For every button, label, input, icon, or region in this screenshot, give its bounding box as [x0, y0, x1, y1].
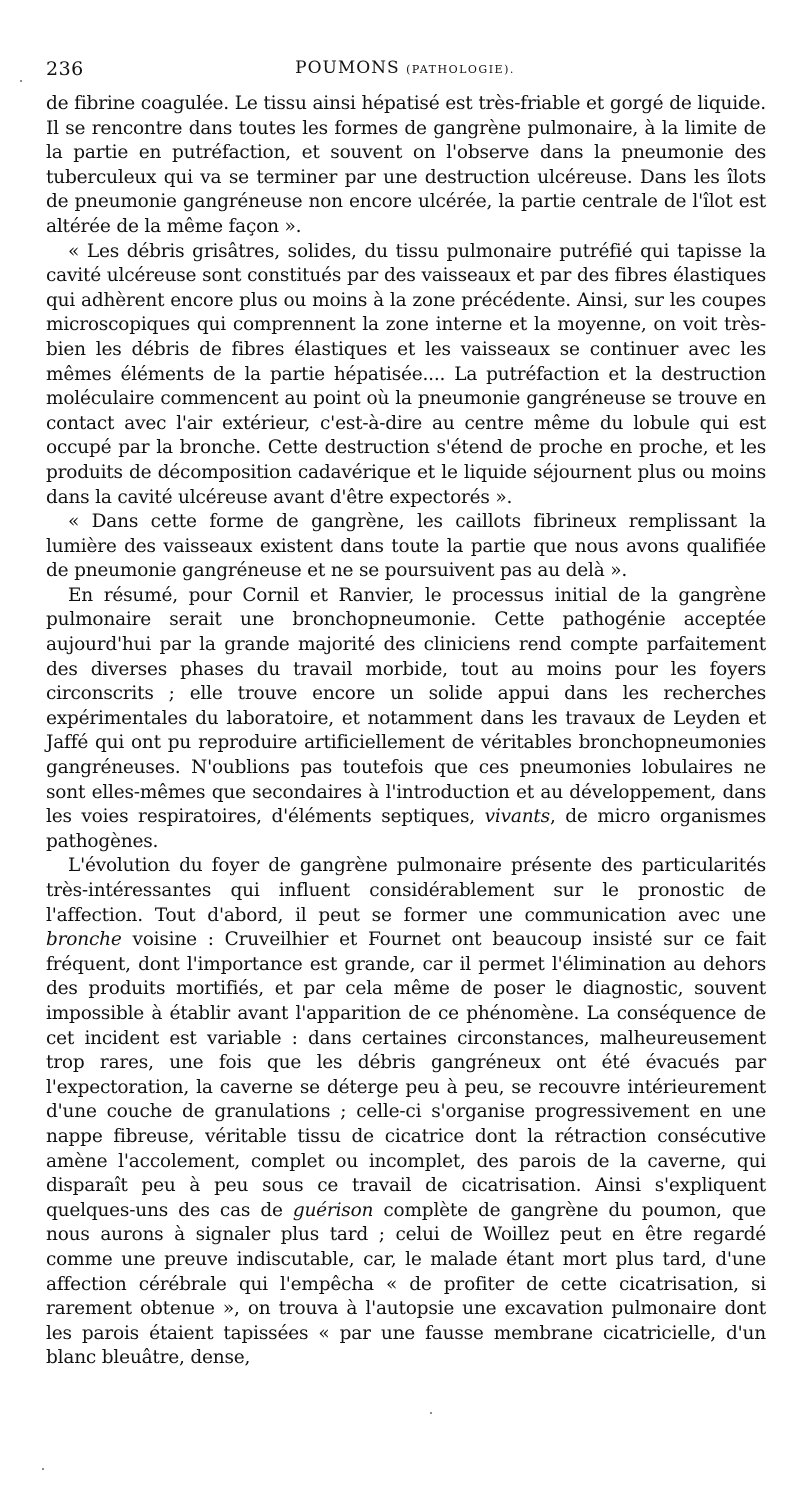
scan-speck [430, 1412, 432, 1414]
text-segment: voisine : Cruveilhier et Fournet ont beaucoup insisté sur ce fait fréquent, dont l'importance est grande, car il permet l'élimination au dehors des produits mortifiés, et par cela même de poser le diagnostic, souvent impossible à établir avant l'apparition de ce phénomène. La conséquence de cet incident est variable : dans certaines circonstances, malheureusement trop rares, une fois que les débris gangréneux ont été évacués par l'expectoration, la caverne se déterge peu à peu, se recouvre intérieurement d'une couche de granulations ; celle-ci s'organise progressivement en une nappe fibreuse, véritable tissu de cicatrice dont la rétraction consécutive amène l'accolement, complet ou incomplet, des parois de la caverne, qui disparaît peu à peu sous ce travail de cicatrisation. Ainsi s'expliquent quelques-uns des cas de [46, 929, 766, 1221]
text-segment: L'évolution du foyer de gangrène pulmonaire présente des particularités très-intéressantes qui influent considérablement sur le pronostic de l'affection. Tout d'abord, il peut se former une communication avec une [46, 855, 766, 926]
italic-term: bronche [46, 929, 122, 951]
italic-term: guérison [292, 1199, 374, 1221]
text-segment: « Les débris grisâtres, solides, du tissu pulmonaire putréfié qui tapisse la cavité ulcéreuse sont constitués par des vaisseaux et par des fibres élastiques qui adhèrent encore plus ou moins à la zone précédente. Ainsi, sur les coupes microscopiques qui comprennent la zone interne et la moyenne, on voit très-bien les débris de fibres élastiques et les vaisseaux se continuer avec les mêmes éléments de la partie hépatisée.... La putréfaction et la destruction moléculaire commencent au point où la pneumonie gangréneuse se trouve en contact avec l'air extérieur, c'est-à-dire au centre même du lobule qui est occupé par la bronche. Cette destruction s'étend de proche en proche, et les produits de décomposition cadavérique et le liquide séjournent plus ou moins dans la cavité ulcéreuse avant d'être expectorés ». [46, 240, 766, 508]
text-segment: « Dans cette forme de gangrène, les caillots fibrineux remplissant la lumière des vaisseaux existent dans toute la partie que nous avons qualifiée de pneumonie gangréneuse et ne se poursuivent pas au delà ». [46, 511, 766, 582]
text-segment: de fibrine coagulée. Le tissu ainsi hépatisé est très-friable et gorgé de liquide. Il se rencontre dans toutes les formes de gangrène pulmonaire, à la limite de la partie en putréfaction, et souvent on l'observe dans la pneumonie des tuberculeux qui va se terminer par une destruction ulcéreuse. Dans les îlots de pneumonie gangréneuse non encore ulcérée, la partie centrale de l'îlot est altérée de la même façon ». [46, 93, 766, 237]
paragraph [46, 92, 766, 240]
body-text [46, 92, 766, 1371]
page-header [46, 58, 764, 84]
paragraph [46, 240, 766, 511]
running-title-main: POUMONS [295, 58, 400, 78]
italic-term: vivants [484, 806, 550, 828]
scan-speck [20, 80, 22, 82]
paragraph [46, 510, 766, 584]
paragraph [46, 584, 766, 855]
running-title [46, 58, 764, 78]
running-title-sub: (PATHOLOGIE). [406, 63, 515, 76]
text-segment: , de micro organismes pathogènes. [46, 806, 766, 852]
text-segment: En résumé, pour Cornil et Ranvier, le processus initial de la gangrène pulmonaire serait une bronchopneumonie. Cette pathogénie acceptée aujourd'hui par la grande majorité des cliniciens rend compte parfaitement des diverses phases du travail morbide, tout au moins pour les foyers circonscrits ; elle trouve encore un solide appui dans les recherches expérimentales du laboratoire, et notamment dans les travaux de Leyden et Jaffé qui ont pu reproduire artificiellement de véritables bronchopneumonies gangréneuses. N'oublions pas toutefois que ces pneumonies lobulaires ne sont elles-mêmes que secondaires à l'introduction et au développement, dans les voies respiratoires, d'éléments septiques, [46, 584, 766, 828]
page-number: 236 [46, 58, 84, 80]
paragraph [46, 854, 766, 1370]
scan-speck [42, 1468, 44, 1470]
text-segment: complète de gangrène du poumon, que nous aurons à signaler plus tard ; celui de Woillez peut en être regardé comme une preuve indiscutable, car, le malade étant mort plus tard, d'une affection cérébrale qui l'empêcha « de profiter de cette cicatrisation, si rarement obtenue », on trouva à l'autopsie une excavation pulmonaire dont les parois étaient tapissées « par une fausse membrane cicatricielle, d'un blanc bleuâtre, dense, [46, 1199, 766, 1369]
